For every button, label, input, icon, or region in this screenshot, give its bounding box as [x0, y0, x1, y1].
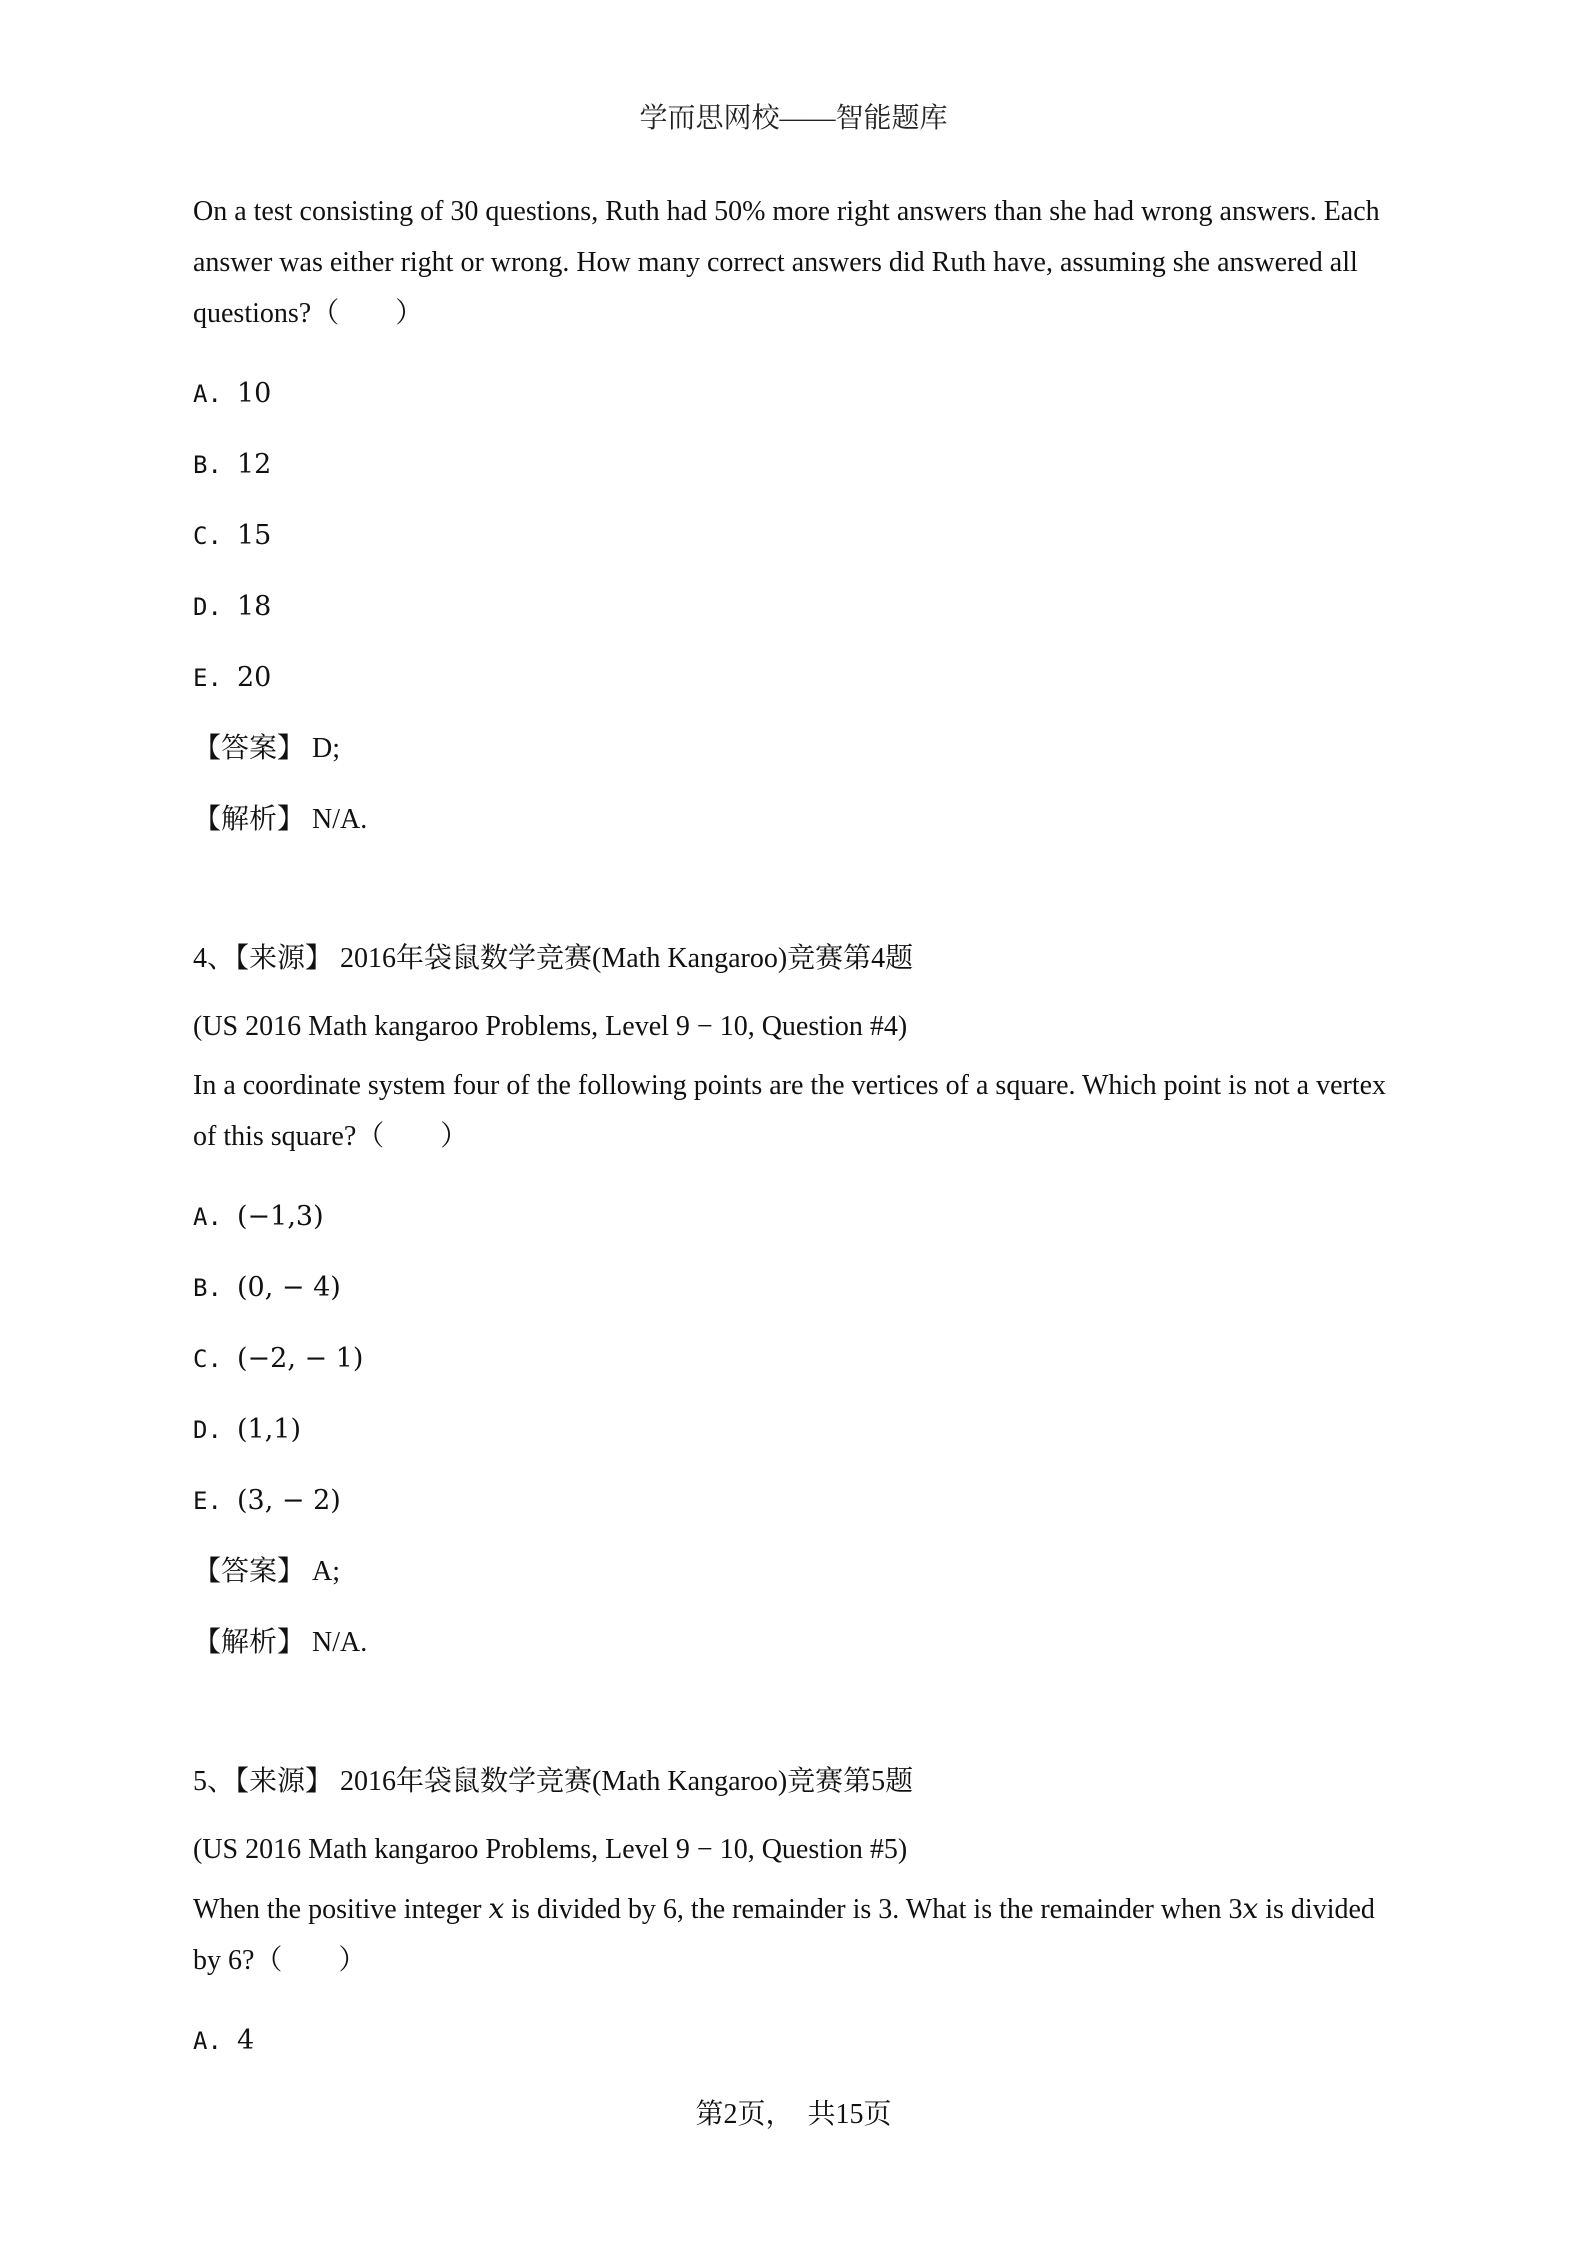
option-d — [193, 571, 1403, 642]
question-4-source: 4、【来源】 2016年袋鼠数学竞赛(Math Kangaroo)竞赛第4题 — [193, 943, 914, 974]
option-letter: D. — [193, 1416, 222, 1444]
option-value: (−2, − 1) — [237, 1343, 364, 1374]
question-4-text: In a coordinate system four of the following points are the vertices of a square. Which point is not a vertex of this square?（ ） — [193, 1070, 1387, 1152]
option-c — [193, 1323, 1403, 1394]
math-variable: x — [488, 1892, 505, 1925]
question-4-subsource: (US 2016 Math kangaroo Problems, Level 9 − 10, Question #4) — [193, 1011, 908, 1042]
option-letter: E. — [193, 664, 222, 692]
question-5-options — [193, 2005, 1403, 2076]
question-4-analysis: 【解析】 N/A. — [193, 1627, 368, 1658]
option-value: (1,1) — [237, 1414, 302, 1445]
option-letter: E. — [193, 1487, 222, 1515]
option-letter: A. — [193, 2027, 222, 2055]
option-value: 15 — [237, 520, 272, 551]
option-letter: B. — [193, 451, 222, 479]
option-a — [193, 2005, 1403, 2076]
option-a — [193, 358, 1403, 429]
option-value: 18 — [237, 591, 272, 622]
option-letter: A. — [193, 380, 222, 408]
option-value: 12 — [237, 449, 272, 480]
question-5-text — [193, 1883, 1403, 1986]
question-5-source: 5、【来源】 2016年袋鼠数学竞赛(Math Kangaroo)竞赛第5题 — [193, 1766, 914, 1797]
option-e — [193, 642, 1403, 713]
question-3-text: On a test consisting of 30 questions, Ruth had 50% more right answers than she had wrong answers. Each answer was either right or wrong. How many correct answers did Ruth have, assuming she answered all questions?（ ） — [193, 196, 1380, 329]
option-letter: C. — [193, 522, 222, 550]
option-value: (0, − 4) — [237, 1272, 341, 1303]
question-3-answer: 【答案】 D; — [193, 733, 341, 764]
option-c — [193, 500, 1403, 571]
option-value: (−1,3) — [237, 1201, 324, 1232]
option-letter: B. — [193, 1274, 222, 1302]
question-4-options — [193, 1181, 1403, 1536]
page-content — [193, 186, 1403, 2076]
option-value: 20 — [237, 662, 272, 693]
option-letter: A. — [193, 1203, 222, 1231]
option-letter: D. — [193, 593, 222, 621]
option-value: (3, − 2) — [237, 1485, 341, 1516]
option-a — [193, 1181, 1403, 1252]
math-variable: x — [1242, 1892, 1259, 1925]
text-segment: is divided by 6?（ ） — [193, 1894, 1375, 1976]
page-header: 学而思网校——智能题库 — [639, 103, 948, 134]
option-value: 4 — [237, 2025, 255, 2056]
question-4-answer: 【答案】 A; — [193, 1556, 341, 1587]
option-b — [193, 1252, 1403, 1323]
option-d — [193, 1394, 1403, 1465]
text-segment: When the positive integer — [193, 1894, 489, 1925]
option-b — [193, 429, 1403, 500]
question-3-options — [193, 358, 1403, 713]
option-letter: C. — [193, 1345, 222, 1373]
option-e — [193, 1465, 1403, 1536]
page-footer: 第2页， 共15页 — [695, 2099, 892, 2130]
question-3-analysis: 【解析】 N/A. — [193, 804, 368, 835]
question-5-subsource: (US 2016 Math kangaroo Problems, Level 9 − 10, Question #5) — [193, 1834, 908, 1865]
text-segment: is divided by 6, the remainder is 3. What is the remainder when 3 — [504, 1894, 1243, 1925]
option-value: 10 — [237, 378, 272, 409]
